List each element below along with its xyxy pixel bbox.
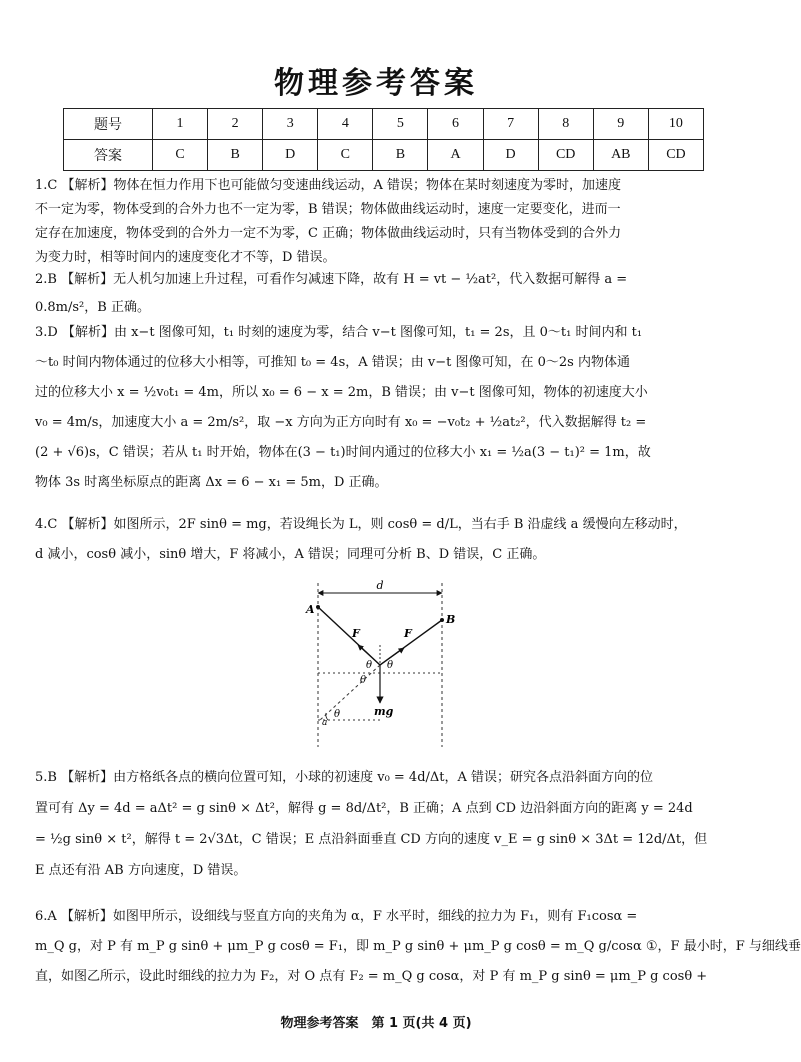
answer-explanation-6 bbox=[35, 902, 801, 992]
label-b: B bbox=[446, 613, 456, 626]
table-cell: 3 bbox=[263, 109, 318, 140]
table-cell: 题号 bbox=[64, 109, 153, 140]
text-line: m_Q g，对 P 有 m_P g sinθ + μm_P g cosθ = F₁，即 m_P g sinθ + μm_P g cosθ = m_Q g/cosα ①，F 最小时，F 与细线垂 bbox=[35, 939, 801, 954]
text-line: 6.A 【解析】如图甲所示，设细线与竖直方向的夹角为 α，F 水平时，细线的拉力为 F₁，则有 F₁cosα = bbox=[35, 909, 638, 924]
answer-table bbox=[63, 108, 704, 171]
text-line: d 减小，cosθ 减小，sinθ 增大，F 将减小，A 错误；同理可分析 B、D 错误，C 正确。 bbox=[35, 547, 546, 562]
label-f-right: F bbox=[404, 627, 412, 640]
table-cell: A bbox=[428, 140, 483, 171]
text-line: = ½g sinθ × t²，解得 t = 2√3Δt，C 错误；E 点沿斜面垂直 CD 方向的速度 v_E = g sinθ × 3Δt = 12d/Δt，但 bbox=[35, 832, 708, 847]
table-cell: 7 bbox=[483, 109, 538, 140]
force-diagram bbox=[300, 575, 460, 750]
label-d: d bbox=[376, 579, 384, 592]
table-cell: 5 bbox=[373, 109, 428, 140]
table-cell: B bbox=[373, 140, 428, 171]
label-f-left: F bbox=[352, 627, 360, 640]
label-a: A bbox=[306, 603, 315, 616]
text-line: 过的位移大小 x = ½v₀t₁ = 4m，所以 x₀ = 6 − x = 2m，B 错误；由 v−t 图像可知，物体的初速度大小 bbox=[35, 385, 648, 400]
table-cell: C bbox=[318, 140, 373, 171]
answer-explanation-1 bbox=[35, 174, 721, 270]
text-line: 3.D 【解析】由 x−t 图像可知，t₁ 时刻的速度为零，结合 v−t 图像可知，t₁ = 2s，且 0～t₁ 时间内和 t₁ bbox=[35, 325, 643, 340]
answer-explanation-2 bbox=[35, 266, 721, 322]
answer-explanation-4 bbox=[35, 510, 721, 570]
text-line: 1.C 【解析】物体在恒力作用下也可能做匀变速曲线运动，A 错误；物体在某时刻速度为零时，加速度 bbox=[35, 178, 622, 193]
table-cell: 6 bbox=[428, 109, 483, 140]
text-line: 不一定为零，物体受到的合外力也不一定为零，B 错误；物体做曲线运动时，速度一定要变化，进而一 bbox=[35, 202, 621, 217]
table-cell: 9 bbox=[593, 109, 648, 140]
table-cell: CD bbox=[538, 140, 593, 171]
page-footer: 物理参考答案 第 1 页(共 4 页) bbox=[280, 1016, 472, 1031]
table-row-answers bbox=[64, 140, 704, 171]
text-line: (2 + √6)s，C 错误；若从 t₁ 时开始，物体在(3 − t₁)时间内通过的位移大小 x₁ = ½a(3 − t₁)² = 1m，故 bbox=[35, 445, 651, 460]
table-cell: AB bbox=[593, 140, 648, 171]
label-theta: θ bbox=[360, 675, 367, 686]
text-line: 定存在加速度，物体受到的合外力一定不为零，C 正确；物体做曲线运动时，只有当物体受到的合外力 bbox=[35, 226, 622, 241]
table-cell: D bbox=[263, 140, 318, 171]
point-a bbox=[316, 605, 320, 609]
text-line: 直，如图乙所示，设此时细线的拉力为 F₂，对 O 点有 F₂ = m_Q g cosα，对 P 有 m_P g sinθ = μm_P g cosθ + bbox=[35, 969, 708, 984]
text-line: 物体 3s 时离坐标原点的距离 Δx = 6 − x₁ = 5m，D 正确。 bbox=[35, 475, 388, 490]
label-theta: θ bbox=[366, 660, 373, 671]
text-line: 置可有 Δy = 4d = aΔt² = g sinθ × Δt²，解得 g = 8d/Δt²，B 正确；A 点到 CD 边沿斜面方向的距离 y = 24d bbox=[35, 801, 693, 816]
table-cell: 2 bbox=[208, 109, 263, 140]
table-cell: 4 bbox=[318, 109, 373, 140]
text-line: 2.B 【解析】无人机匀加速上升过程，可看作匀减速下降，故有 H = vt − ½at²，代入数据可解得 a = bbox=[35, 272, 628, 287]
answer-explanation-5 bbox=[35, 762, 721, 886]
text-line: 4.C 【解析】如图所示，2F sinθ = mg，若设绳长为 L，则 cosθ = d/L，当右手 B 沿虚线 a 缓慢向左移动时， bbox=[35, 517, 687, 532]
table-cell: C bbox=[153, 140, 208, 171]
label-a-line: a bbox=[322, 718, 328, 728]
text-line: E 点还有沿 AB 方向速度，D 错误。 bbox=[35, 863, 247, 878]
text-line: 为变力时，相等时间内的速度变化才不等，D 错误。 bbox=[35, 250, 336, 265]
table-cell: 答案 bbox=[64, 140, 153, 171]
table-cell: D bbox=[483, 140, 538, 171]
text-line: 5.B 【解析】由方格纸各点的横向位置可知，小球的初速度 v₀ = 4d/Δt，A 错误；研究各点沿斜面方向的位 bbox=[35, 770, 654, 785]
table-row-question-numbers bbox=[64, 109, 704, 140]
label-mg: mg bbox=[374, 705, 394, 718]
table-cell: 8 bbox=[538, 109, 593, 140]
table-cell: 1 bbox=[153, 109, 208, 140]
label-theta: θ bbox=[387, 660, 394, 671]
table-cell: CD bbox=[648, 140, 703, 171]
table-cell: 10 bbox=[648, 109, 703, 140]
answer-explanation-3 bbox=[35, 318, 721, 498]
page-title: 物理参考答案 bbox=[274, 66, 478, 101]
text-line: v₀ = 4m/s，加速度大小 a = 2m/s²，取 −x 方向为正方向时有 x₀ = −v₀t₂ + ½at₂²，代入数据解得 t₂ = bbox=[35, 415, 647, 430]
point-b bbox=[440, 618, 444, 622]
label-theta: θ bbox=[334, 709, 341, 720]
text-line: 0.8m/s²，B 正确。 bbox=[35, 300, 150, 315]
text-line: ～t₀ 时间内物体通过的位移大小相等，可推知 t₀ = 4s，A 错误；由 v−t 图像可知，在 0～2s 内物体通 bbox=[35, 355, 630, 370]
table-cell: B bbox=[208, 140, 263, 171]
